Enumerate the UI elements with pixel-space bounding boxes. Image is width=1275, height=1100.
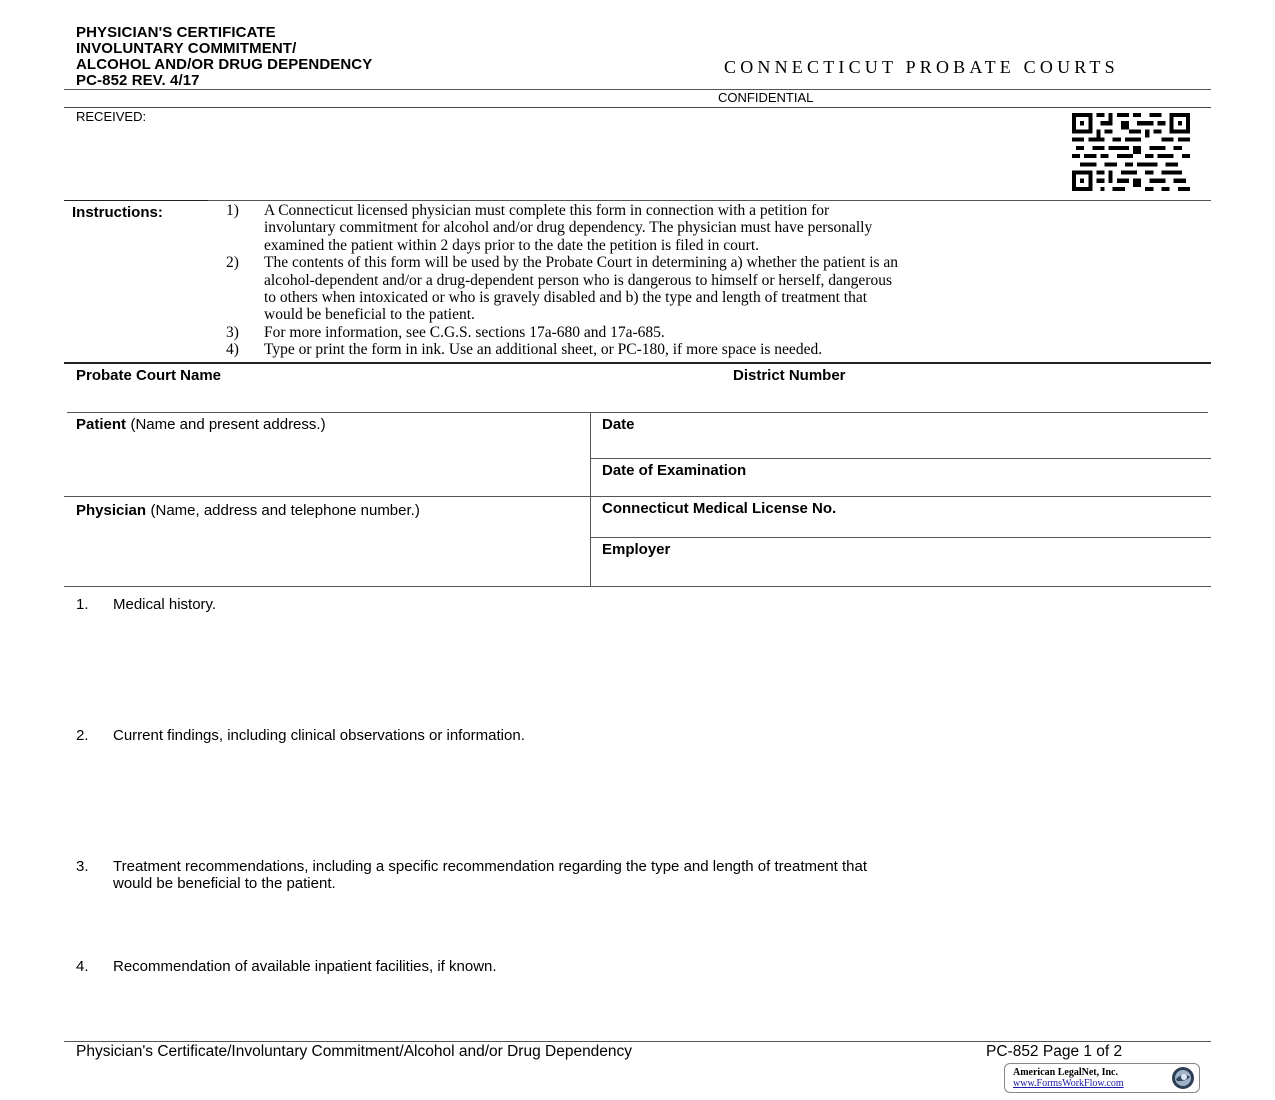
question-line: Current findings, including clinical observations or information. — [113, 727, 525, 744]
patient-field[interactable] — [76, 416, 326, 434]
question-current-findings[interactable] — [76, 727, 1196, 847]
qr-code-icon — [1072, 113, 1190, 191]
question-text — [113, 958, 1173, 975]
badge-url-link[interactable]: www.FormsWorkFlow.com — [1013, 1078, 1124, 1089]
probate-court-name-field[interactable] — [76, 367, 221, 384]
divider — [64, 496, 1211, 497]
date-field[interactable] — [602, 416, 635, 433]
instruction-item — [226, 324, 1206, 341]
footer-page-info: PC-852 Page 1 of 2 — [986, 1043, 1123, 1060]
question-number: 2. — [76, 727, 89, 744]
divider — [64, 586, 1211, 587]
question-line: Recommendation of available inpatient facilities, if known. — [113, 958, 497, 975]
instruction-line: to others when intoxicated or who is gravely disabled and b) the type and length of treatment that — [264, 289, 868, 307]
instruction-line: would be beneficial to the patient. — [264, 306, 475, 324]
district-number-label: District Number — [733, 367, 846, 384]
divider — [64, 107, 1211, 108]
employer-field[interactable] — [602, 541, 670, 558]
form-title-line-3: ALCOHOL AND/OR DRUG DEPENDENCY — [76, 56, 373, 73]
divider — [64, 89, 1211, 90]
form-title-line-1: PHYSICIAN'S CERTIFICATE — [76, 24, 276, 41]
divider — [67, 412, 1208, 413]
probate-court-name-label: Probate Court Name — [76, 367, 222, 384]
instruction-number: 4) — [226, 341, 239, 359]
divider — [208, 200, 1211, 201]
footer-form-title: Physician's Certificate/Involuntary Commitment/Alcohol and/or Drug Dependency — [76, 1043, 633, 1060]
form-title — [76, 25, 372, 89]
court-name: CONNECTICUT PROBATE COURTS — [724, 57, 1119, 77]
column-divider — [590, 413, 591, 587]
instruction-text — [264, 324, 1206, 341]
date-of-examination-field[interactable] — [602, 462, 746, 479]
instruction-line: For more information, see C.G.S. sections 17a-680 and 17a-685. — [264, 323, 665, 341]
question-line: Treatment recommendations, including a specific recommendation regarding the type and length of treatment that — [113, 858, 868, 875]
physician-sublabel: (Name, address and telephone number.) — [150, 502, 420, 519]
question-medical-history[interactable] — [76, 596, 1196, 716]
confidential-label: CONFIDENTIAL — [718, 90, 814, 105]
date-label: Date — [602, 416, 635, 433]
instruction-line: alcohol-dependent and/or a drug-dependent person who is dangerous to himself or herself, dangerous — [264, 271, 892, 289]
instruction-text — [264, 254, 1206, 324]
instruction-line: examined the patient within 2 days prior to the date the petition is filed in court. — [264, 236, 760, 254]
instruction-line: Type or print the form in ink. Use an additional sheet, or PC-180, if more space is needed. — [264, 341, 823, 359]
question-text — [113, 858, 1173, 892]
badge-company-name: American LegalNet, Inc. — [1013, 1067, 1118, 1078]
question-number: 4. — [76, 958, 89, 975]
divider — [591, 458, 1211, 459]
instruction-line: involuntary commitment for alcohol and/or drug dependency. The physician must have personally — [264, 219, 873, 237]
instruction-item — [226, 202, 1206, 254]
instruction-number: 1) — [226, 202, 239, 219]
physician-field[interactable] — [76, 502, 420, 520]
divider — [64, 200, 208, 201]
question-text — [113, 596, 1173, 613]
divider — [64, 1041, 1211, 1042]
employer-label: Employer — [602, 541, 671, 558]
instruction-number: 2) — [226, 254, 239, 272]
instruction-text — [264, 341, 1206, 358]
instruction-text — [264, 202, 1206, 254]
instructions-list — [226, 202, 1206, 359]
question-text — [113, 727, 1173, 744]
patient-label: Patient — [76, 416, 127, 433]
instruction-number: 3) — [226, 323, 239, 341]
physician-label: Physician — [76, 502, 147, 519]
instructions-label: Instructions: — [72, 204, 163, 221]
instruction-item — [226, 254, 1206, 324]
patient-sublabel: (Name and present address.) — [130, 416, 326, 433]
divider — [64, 362, 1211, 364]
license-number-field[interactable] — [602, 500, 836, 517]
instruction-line: A Connecticut licensed physician must complete this form in connection with a petition for — [264, 202, 830, 219]
form-number: PC-852 REV. 4/17 — [76, 72, 200, 89]
question-number: 1. — [76, 596, 89, 613]
divider — [591, 537, 1211, 538]
legalnet-badge[interactable] — [1004, 1063, 1200, 1093]
globe-icon — [1171, 1066, 1195, 1090]
question-treatment-recommendations[interactable] — [76, 858, 1196, 958]
instruction-line: The contents of this form will be used by the Probate Court in determining a) whether the patient is an — [264, 254, 899, 272]
instruction-item — [226, 341, 1206, 358]
question-line: would be beneficial to the patient. — [113, 875, 336, 892]
question-inpatient-facilities[interactable] — [76, 958, 1196, 1028]
question-number: 3. — [76, 858, 89, 875]
license-number-label: Connecticut Medical License No. — [602, 500, 837, 517]
question-line: Medical history. — [113, 596, 217, 613]
date-of-examination-label: Date of Examination — [602, 462, 747, 479]
received-label: RECEIVED: — [76, 109, 147, 124]
district-number-field[interactable] — [733, 367, 846, 384]
form-title-line-2: INVOLUNTARY COMMITMENT/ — [76, 40, 297, 57]
